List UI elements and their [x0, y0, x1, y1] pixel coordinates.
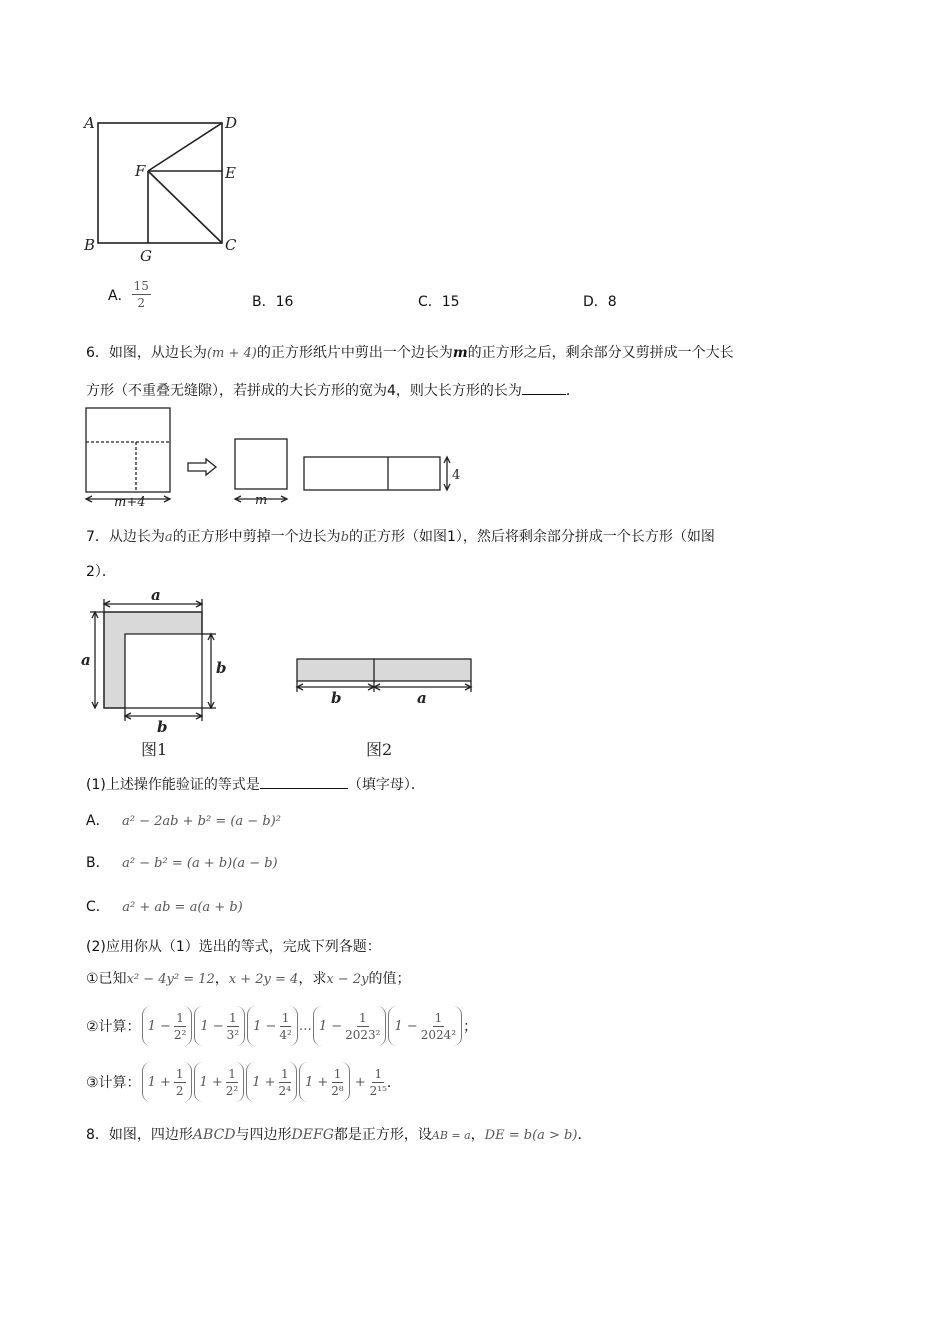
term-denominator: 3² — [226, 1027, 240, 1042]
q7-sub1-eq2: x + 2y = 4 — [228, 972, 299, 987]
q7-part1 — [86, 774, 425, 794]
q7-sub3-label: ③计算： — [86, 1075, 141, 1091]
option-a-label: A． — [108, 287, 132, 304]
term-one: 1 − — [147, 1018, 171, 1034]
q7-line1 — [86, 526, 715, 546]
paren-term — [299, 1062, 350, 1102]
term-one: 1 − — [253, 1018, 277, 1034]
option-a-numerator: 15 — [133, 279, 149, 293]
option-a-fraction — [132, 278, 151, 311]
term-denominator: 2⁴ — [278, 1083, 291, 1098]
paren-term — [142, 1062, 192, 1102]
term-one: 1 + — [199, 1074, 223, 1090]
q5-option-a — [108, 278, 151, 311]
q7-fig1-b-bottom: b — [157, 718, 168, 736]
term-one: 1 + — [147, 1074, 171, 1090]
q7-sub1-expr: x − 2y — [326, 972, 369, 987]
q8-comma: ， — [470, 1127, 485, 1143]
q8-end: ． — [577, 1127, 592, 1143]
ellipsis: … — [298, 1018, 312, 1034]
term-fraction — [226, 1066, 238, 1099]
option-a-denominator: 2 — [137, 296, 146, 310]
term-fraction — [174, 1066, 186, 1099]
q8-line — [86, 1124, 591, 1144]
q7-part2: (2)应用你从（1）选出的等式，完成下列各题： — [86, 939, 381, 955]
q6-label-m4: m+4 — [114, 495, 146, 510]
q6-line2 — [86, 380, 580, 400]
term-one: 1 + — [305, 1074, 329, 1090]
q7-fig1-a-left: a — [81, 651, 91, 669]
q7-fig1-a-top: a — [151, 586, 161, 604]
q7-sub2-product — [141, 1006, 464, 1046]
label-C: C — [225, 236, 237, 254]
q7-part1-blank[interactable] — [260, 788, 348, 789]
q5-option-d: D．8 — [583, 294, 617, 310]
q8-defg: DEFG — [291, 1127, 334, 1143]
term-denominator: 2023² — [345, 1027, 381, 1042]
q7-fig2-caption: 图2 — [366, 740, 393, 759]
q7-sub3-last-fraction — [370, 1066, 387, 1099]
paren-term — [142, 1006, 193, 1046]
q7-sub1-mid: ，求 — [298, 971, 327, 987]
term-numerator: 1 — [175, 1066, 184, 1081]
q7-text-mid: 的正方形中剪掉一个边长为 — [172, 529, 341, 545]
q7-sub3-last-den: 2¹⁵ — [369, 1083, 387, 1098]
term-fraction — [331, 1066, 343, 1099]
q6-label-4: 4 — [452, 468, 461, 483]
q7-figure-2 — [290, 650, 480, 760]
q5-option-c: C．15 — [418, 294, 460, 310]
q7-sub3-plus: + — [354, 1074, 366, 1090]
paren-term — [313, 1006, 387, 1046]
term-denominator: 2024² — [420, 1027, 457, 1042]
q7-sub3 — [86, 1060, 401, 1104]
q7-sub1-post: 的值； — [368, 971, 411, 987]
paren-term — [247, 1006, 298, 1046]
term-one: 1 − — [394, 1018, 418, 1034]
term-numerator: 1 — [333, 1066, 342, 1081]
term-denominator: 2 — [175, 1083, 184, 1098]
q6-label-m: m — [255, 493, 268, 508]
q7-option-c-expr: a² + ab = a(a + b) — [122, 900, 243, 915]
term-numerator: 1 — [280, 1066, 289, 1081]
q6-text-end: ． — [565, 383, 580, 399]
q7-part1-post: （填字母）． — [347, 777, 425, 793]
label-A: A — [84, 114, 95, 132]
term-numerator: 1 — [281, 1010, 290, 1025]
q8-abcd: ABCD — [192, 1127, 236, 1143]
term-fraction — [174, 1010, 186, 1043]
paren-term — [246, 1062, 297, 1102]
q7-fig1-caption: 图1 — [141, 740, 168, 759]
q7-fig2-b: b — [331, 689, 342, 707]
q6-text-mid: 的正方形纸片中剪出一个边长为 — [256, 345, 453, 361]
term-fraction — [421, 1010, 456, 1043]
q7-sub1 — [86, 968, 410, 988]
q7-fig1-b-right: b — [216, 659, 227, 677]
paren-term — [194, 1062, 245, 1102]
q7-part1-text: (1)上述操作能验证的等式是 — [86, 777, 260, 793]
q7-option-b — [86, 852, 278, 872]
label-F: F — [135, 162, 146, 180]
label-G: G — [140, 247, 152, 265]
q5-option-b: B．16 — [252, 294, 294, 310]
q6-var-m: m — [452, 345, 468, 361]
term-fraction — [279, 1010, 291, 1043]
term-one: 1 + — [252, 1074, 276, 1090]
q7-option-a-expr: a² − 2ab + b² = (a − b)² — [122, 814, 281, 829]
q7-sub3-last-num: 1 — [374, 1066, 383, 1081]
q7-sub1-pre: ①已知 — [86, 971, 127, 987]
term-one: 1 − — [318, 1018, 343, 1034]
q7-sub2-end: ； — [463, 1019, 478, 1035]
q7-option-c-label: C． — [86, 899, 110, 915]
q7-sub1-comma: ， — [214, 971, 229, 987]
q7-option-b-expr: a² − b² = (a + b)(a − b) — [122, 856, 278, 871]
q7-option-c — [86, 896, 243, 916]
label-B: B — [84, 236, 96, 254]
q7-var-a: a — [164, 530, 173, 545]
q8-text-post: 都是正方形，设 — [333, 1127, 432, 1143]
term-numerator: 1 — [228, 1066, 236, 1081]
term-fraction — [345, 1010, 380, 1043]
q7-sub2-label: ②计算： — [86, 1019, 141, 1035]
q6-line1 — [86, 342, 734, 362]
q8-text-pre: 8．如图，四边形 — [86, 1127, 193, 1143]
q6-figure — [84, 405, 464, 510]
q8-expr2: DE = b(a > b) — [484, 1128, 578, 1143]
q7-text-pre: 7．从边长为 — [86, 529, 165, 545]
q6-answer-blank[interactable] — [522, 394, 566, 395]
paren-term — [194, 1006, 245, 1046]
q7-option-a — [86, 810, 281, 830]
term-denominator: 2² — [173, 1027, 187, 1042]
paren-term — [388, 1006, 462, 1046]
label-D: D — [225, 114, 238, 132]
q7-line2: 2）． — [86, 564, 116, 580]
q8-expr1: AB = a — [431, 1129, 471, 1142]
q7-sub2 — [86, 1004, 477, 1048]
q7-sub1-eq1: x² − 4y² = 12 — [126, 972, 215, 987]
q7-fig2-a: a — [417, 689, 427, 707]
term-numerator: 1 — [434, 1010, 443, 1025]
q6-text-line2: 方形（不重叠无缝隙），若拼成的大长方形的宽为4，则大长方形的长为 — [86, 383, 522, 399]
q6-text-pre: 6．如图，从边长为 — [86, 345, 207, 361]
q7-figure-1 — [80, 585, 230, 760]
q7-sub3-product — [141, 1062, 351, 1102]
term-numerator: 1 — [358, 1010, 367, 1025]
term-one: 1 − — [200, 1018, 224, 1034]
q7-text-post: 的正方形（如图1），然后将剩余部分拼成一个长方形（如图 — [349, 529, 715, 545]
term-denominator: 4² — [279, 1027, 292, 1042]
term-numerator: 1 — [176, 1010, 184, 1025]
q6-text-post: 的正方形之后，剩余部分又剪拼成一个大长 — [467, 345, 734, 361]
q6-expr-m-plus-4: (m + 4) — [206, 346, 257, 361]
term-numerator: 1 — [229, 1010, 237, 1025]
term-denominator: 2⁸ — [331, 1083, 344, 1098]
label-E: E — [225, 164, 236, 182]
q7-var-b: b — [340, 530, 350, 545]
q8-text-mid: 与四边形 — [235, 1127, 292, 1143]
q5-square-figure — [80, 110, 250, 270]
term-denominator: 2² — [225, 1083, 239, 1098]
q7-option-a-label: A． — [86, 813, 110, 829]
q7-option-b-label: B． — [86, 855, 110, 871]
q7-sub3-end: ． — [386, 1075, 401, 1091]
term-fraction — [227, 1010, 239, 1043]
term-fraction — [279, 1066, 291, 1099]
